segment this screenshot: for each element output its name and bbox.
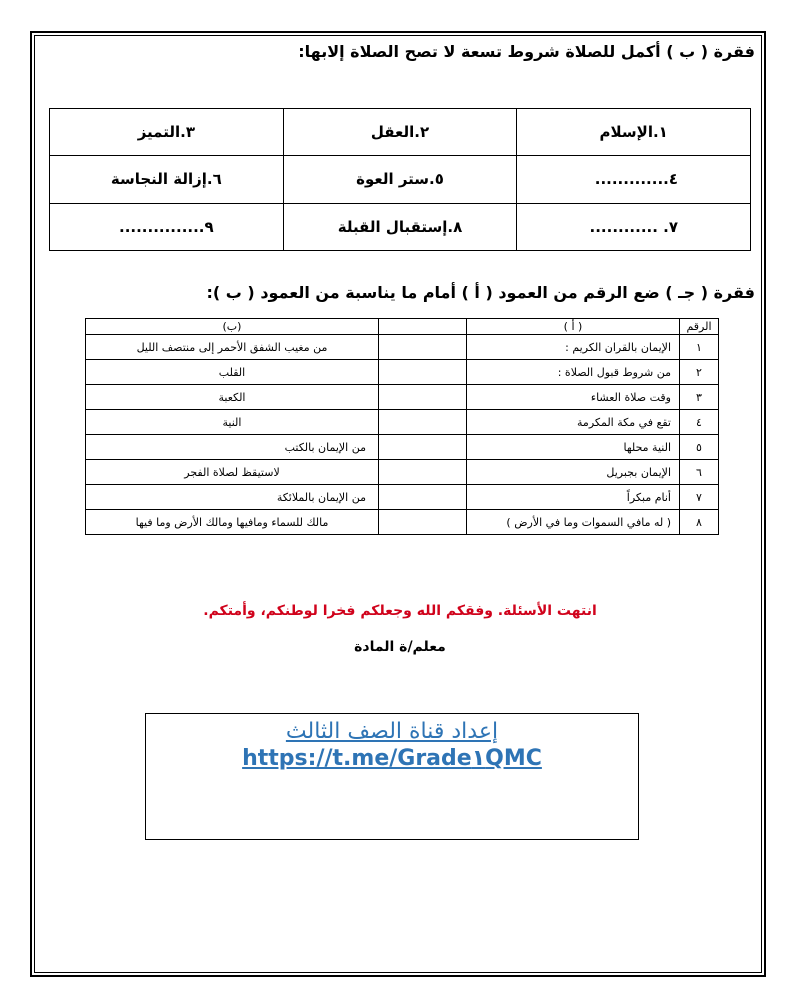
row-num: ٤ [680, 410, 719, 435]
row-col-a: تقع في مكة المكرمة [467, 410, 680, 435]
row-col-b: من مغيب الشفق الأحمر إلى منتصف الليل [86, 335, 379, 360]
row-col-b: من الإيمان بالكتب [86, 435, 379, 460]
row-num: ٢ [680, 360, 719, 385]
header-num: الرقم [680, 319, 719, 335]
row-col-a: ( له مافي السموات وما في الأرض ) [467, 510, 680, 535]
row-col-a: أنام مبكراً [467, 485, 680, 510]
answer-cell[interactable] [379, 360, 467, 385]
matching-header-row [86, 319, 719, 335]
answer-cell[interactable] [379, 385, 467, 410]
header-col-a: ( أ ) [467, 319, 680, 335]
conditions-row [50, 109, 751, 156]
teacher-signature: معلم/ة المادة [354, 639, 446, 655]
condition-blank-cell[interactable]: ٤............. [517, 156, 751, 203]
conditions-row [50, 156, 751, 203]
matching-row [86, 360, 719, 385]
conditions-row [50, 203, 751, 250]
condition-cell: ٦.إزالة النجاسة [50, 156, 284, 203]
answer-cell[interactable] [379, 510, 467, 535]
row-num: ٣ [680, 385, 719, 410]
row-num: ٧ [680, 485, 719, 510]
condition-cell: ٣.التميز [50, 109, 284, 156]
row-col-b: من الإيمان بالملائكة [86, 485, 379, 510]
matching-table [85, 318, 719, 535]
header-col-b: (ب) [86, 319, 379, 335]
answer-cell[interactable] [379, 485, 467, 510]
credit-box [145, 713, 639, 840]
condition-cell: ٥.ستر العوة [283, 156, 517, 203]
matching-row [86, 410, 719, 435]
answer-cell[interactable] [379, 435, 467, 460]
section-c-heading: فقرة ( جـ ) ضع الرقم من العمود ( أ ) أمام ما يناسبة من العمود ( ب ): [206, 283, 755, 302]
row-col-a: الإيمان بجبريل [467, 460, 680, 485]
matching-row [86, 435, 719, 460]
row-col-a: الإيمان بالقران الكريم : [467, 335, 680, 360]
condition-cell: ٨.إستقبال القبلة [283, 203, 517, 250]
matching-row [86, 485, 719, 510]
row-num: ٦ [680, 460, 719, 485]
telegram-link[interactable]: https://t.me/Grade١QMC [242, 746, 542, 771]
matching-row [86, 460, 719, 485]
answer-cell[interactable] [379, 460, 467, 485]
answer-cell[interactable] [379, 335, 467, 360]
row-col-b: مالك للسماء ومافيها ومالك الأرض وما فيها [86, 510, 379, 535]
condition-cell: ٢.العقل [283, 109, 517, 156]
closing-message: انتهت الأسئلة. وفقكم الله وجعلكم فخرا لوطنكم، وأمتكم. [203, 603, 597, 619]
row-col-b: النية [86, 410, 379, 435]
credit-title[interactable]: إعداد قناة الصف الثالث [285, 719, 499, 744]
section-b-heading: فقرة ( ب ) أكمل للصلاة شروط تسعة لا تصح الصلاة إلابها: [298, 42, 755, 61]
condition-blank-cell[interactable]: ٧. ............ [517, 203, 751, 250]
conditions-table [49, 108, 751, 251]
matching-row [86, 335, 719, 360]
matching-row [86, 385, 719, 410]
row-col-b: لاستيقظ لصلاة الفجر [86, 460, 379, 485]
row-num: ٥ [680, 435, 719, 460]
row-num: ١ [680, 335, 719, 360]
row-col-a: وقت صلاة العشاء [467, 385, 680, 410]
row-col-a: النية محلها [467, 435, 680, 460]
row-num: ٨ [680, 510, 719, 535]
row-col-a: من شروط قبول الصلاة : [467, 360, 680, 385]
condition-cell: ١.الإسلام [517, 109, 751, 156]
answer-cell[interactable] [379, 410, 467, 435]
condition-blank-cell[interactable]: ٩............... [50, 203, 284, 250]
row-col-b: القلب [86, 360, 379, 385]
header-blank [379, 319, 467, 335]
row-col-b: الكعبة [86, 385, 379, 410]
matching-row [86, 510, 719, 535]
